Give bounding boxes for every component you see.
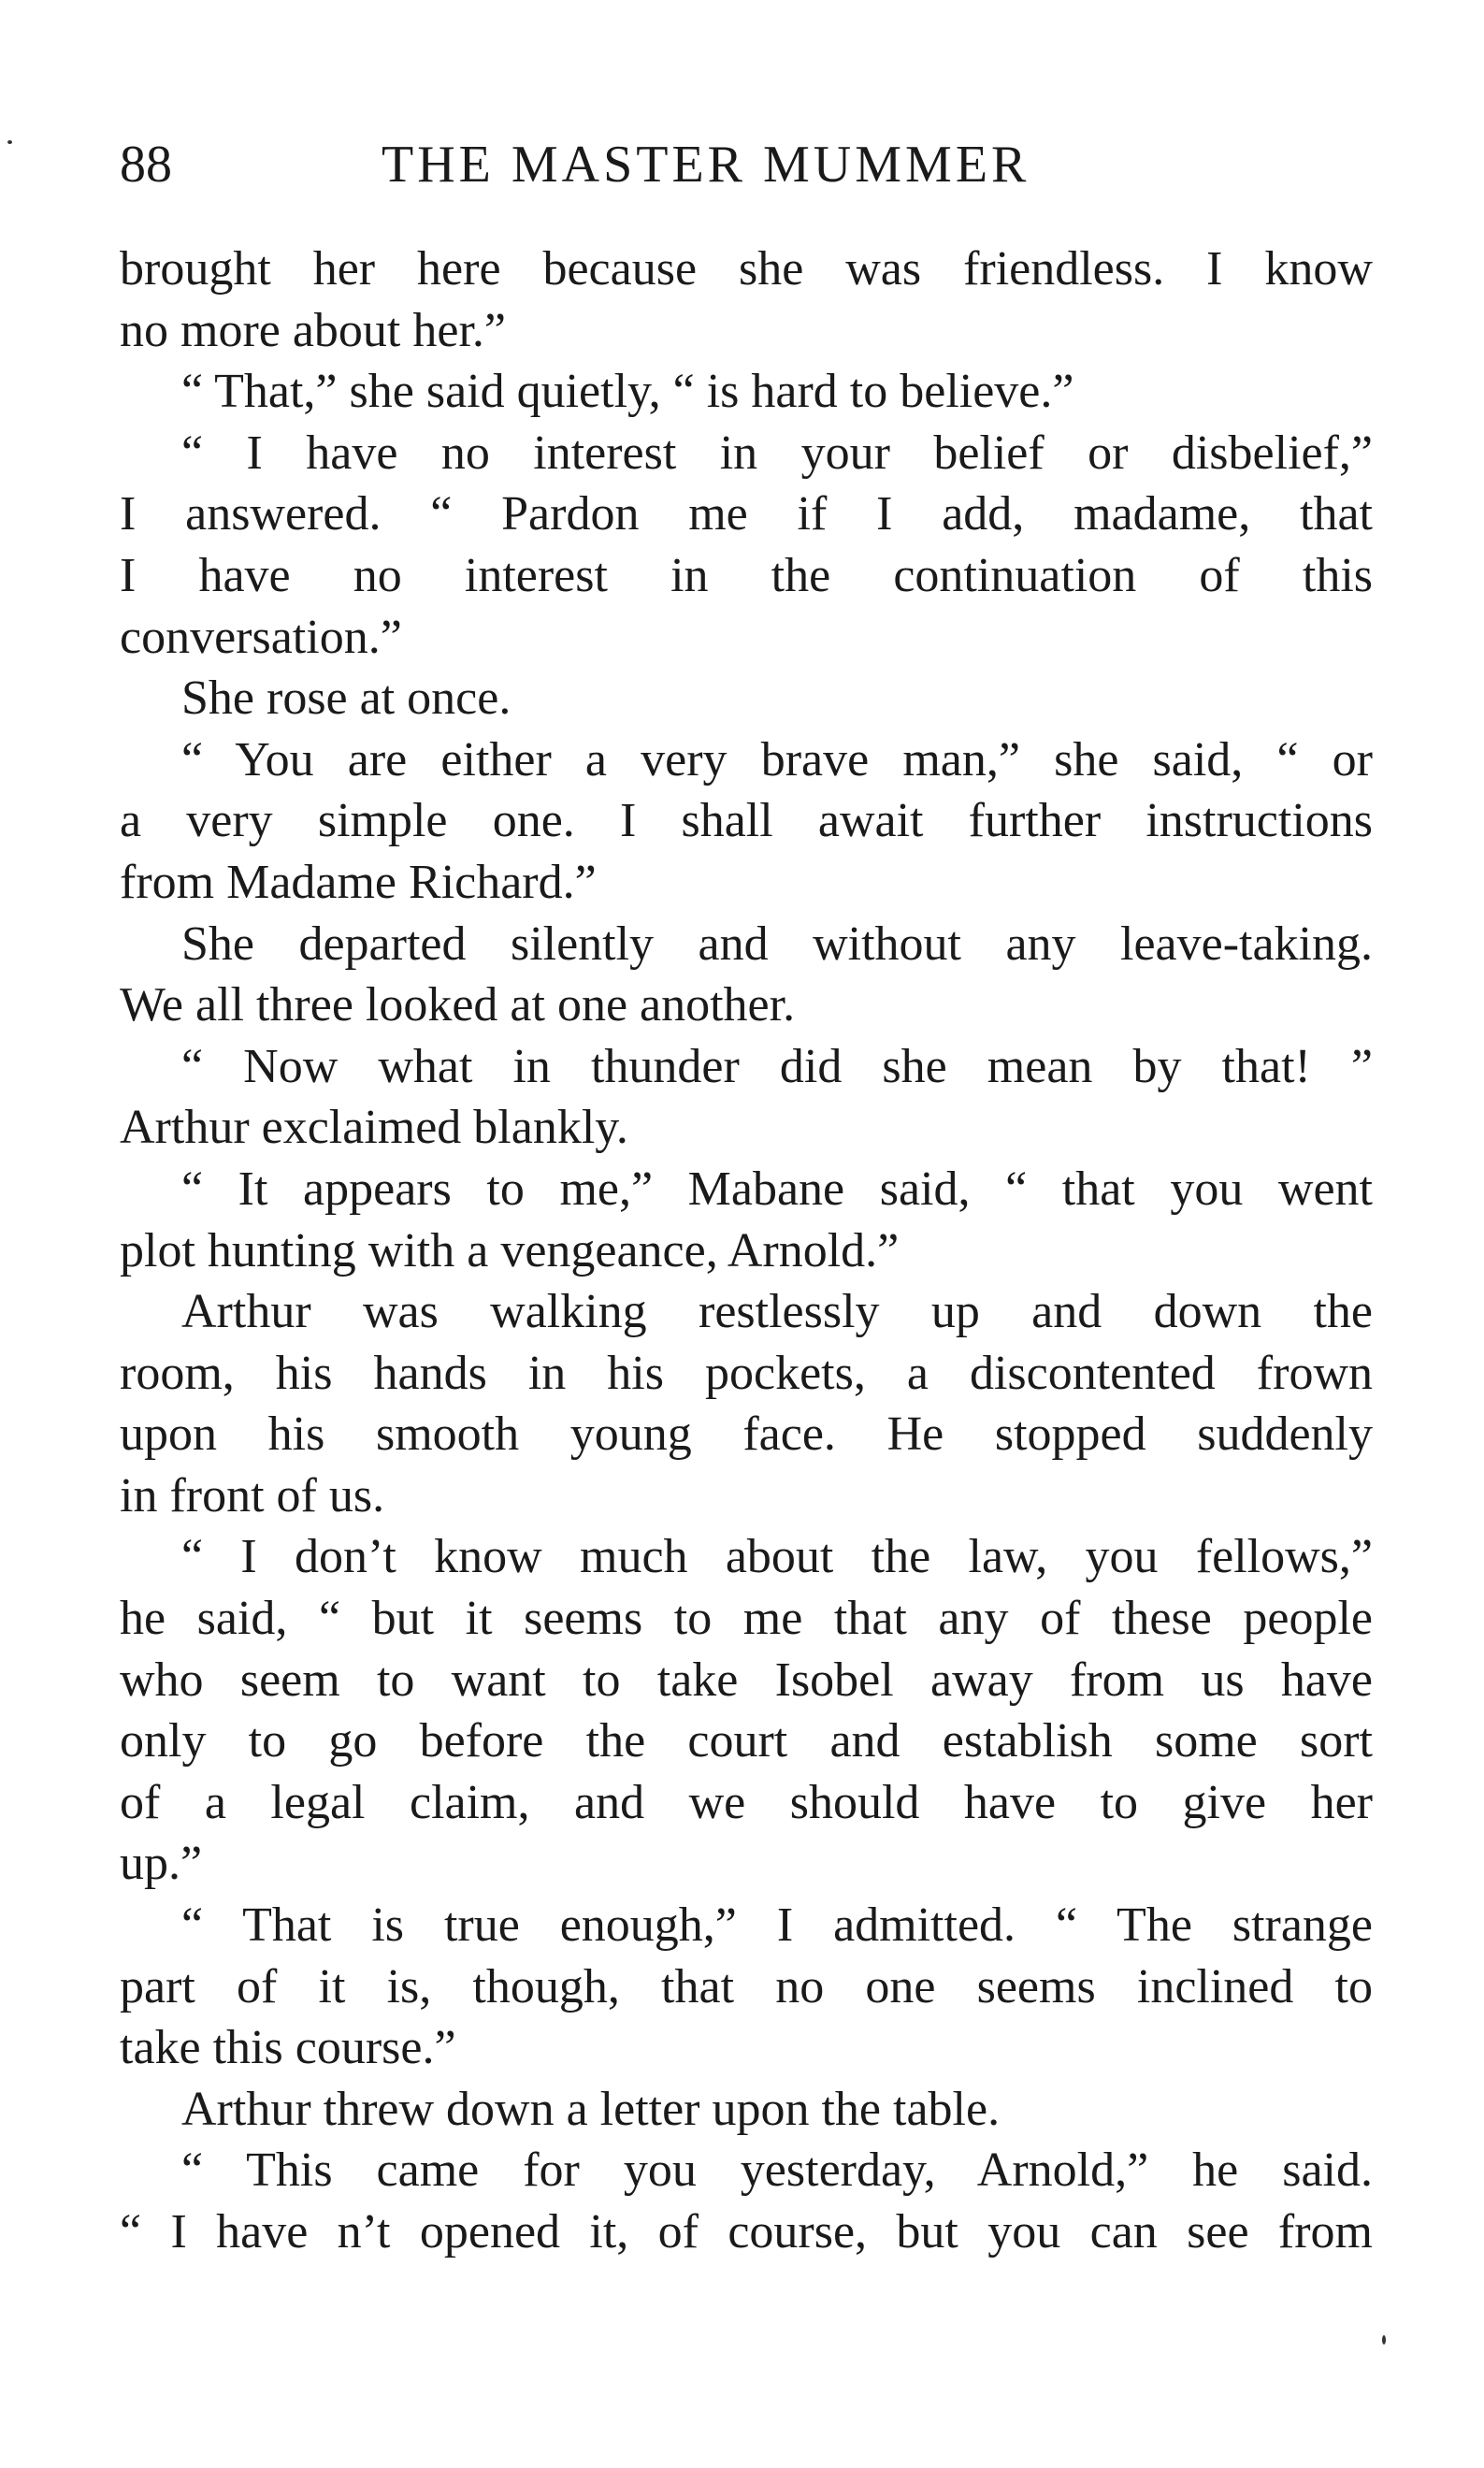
page-header — [120, 127, 1373, 202]
text-line: take this course.” — [120, 2021, 456, 2075]
text-line: “ You are either a very brave man,” she said, “ or — [181, 732, 1373, 787]
print-speck — [1382, 2335, 1386, 2345]
text-line: conversation.” — [120, 610, 402, 664]
text-line: “ Now what in thunder did she mean by that! ” — [181, 1039, 1373, 1093]
text-line: I have no interest in the continuation of this — [120, 548, 1373, 602]
text-line: no more about her.” — [120, 303, 506, 357]
text-line: “ I don’t know much about the law, you fellows,” — [181, 1530, 1373, 1584]
text-line: “ This came for you yesterday, Arnold,” he said. — [181, 2143, 1373, 2198]
page-number: 88 — [120, 136, 172, 194]
body-text — [120, 238, 1373, 2263]
text-line: Arthur exclaimed blankly. — [120, 1101, 628, 1155]
text-line: of a legal claim, and we should have to give her — [120, 1775, 1373, 1829]
print-speck — [7, 140, 12, 144]
text-line: from Madame Richard.” — [120, 855, 597, 909]
text-line: upon his smooth young face. He stopped suddenly — [120, 1407, 1373, 1462]
text-line: We all three looked at one another. — [120, 978, 796, 1032]
text-line: up.” — [120, 1837, 203, 1891]
text-line: a very simple one. I shall await further instructions — [120, 794, 1373, 848]
text-line: Arthur threw down a letter upon the table. — [181, 2082, 1001, 2136]
text-line: plot hunting with a vengeance, Arnold.” — [120, 1223, 900, 1277]
text-line: “ It appears to me,” Mabane said, “ that you went — [181, 1162, 1373, 1216]
text-line: “ That is true enough,” I admitted. “ The strange — [181, 1898, 1373, 1953]
text-line: She rose at once. — [181, 671, 511, 726]
text-line: in front of us. — [120, 1468, 385, 1523]
text-line: Arthur was walking restlessly up and down the — [181, 1285, 1373, 1339]
text-line: part of it is, though, that no one seems inclined to — [120, 1959, 1373, 2013]
text-line: who seem to want to take Isobel away from us have — [120, 1653, 1373, 1707]
text-line: brought her here because she was friendless. I know — [120, 242, 1373, 296]
text-line: “ I have n’t opened it, of course, but you can see from — [120, 2205, 1373, 2259]
text-line: he said, “ but it seems to me that any of these people — [120, 1592, 1373, 1646]
text-line: “ That,” she said quietly, “ is hard to believe.” — [181, 365, 1074, 419]
text-line: “ I have no interest in your belief or disbelief,” — [181, 426, 1373, 480]
text-line: only to go before the court and establish some sort — [120, 1714, 1373, 1768]
text-line: I answered. “ Pardon me if I add, madame, that — [120, 487, 1373, 541]
text-line: She departed silently and without any leave-taking. — [181, 916, 1373, 971]
running-title: THE MASTER MUMMER — [382, 136, 1030, 194]
text-line: room, his hands in his pockets, a discontented frown — [120, 1346, 1373, 1400]
